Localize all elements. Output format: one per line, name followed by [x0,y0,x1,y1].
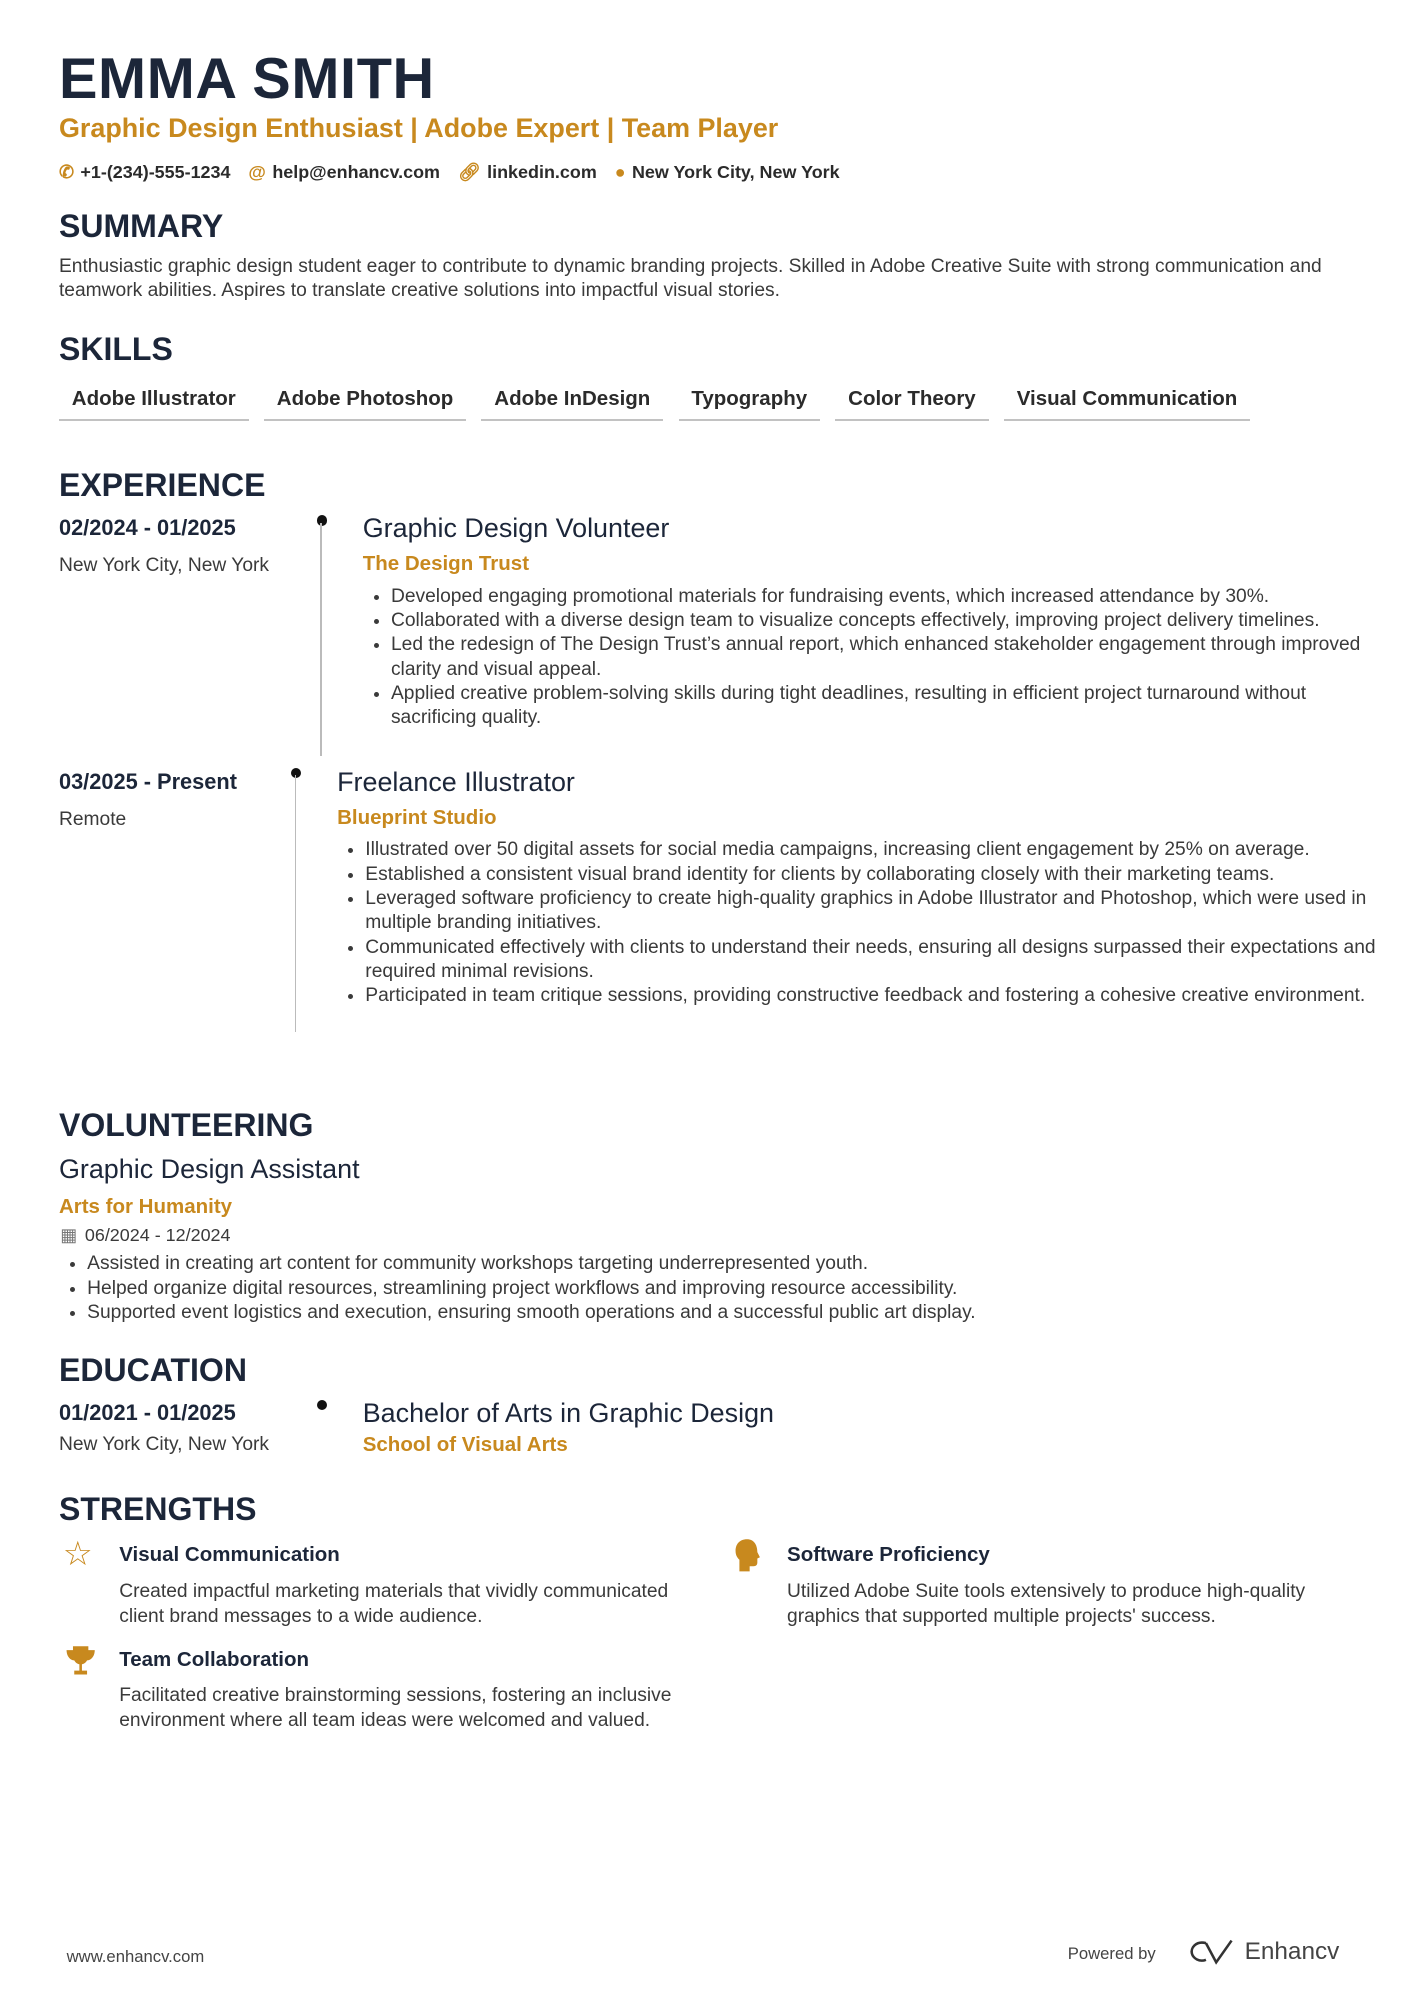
education-location: New York City, New York [58,1434,270,1456]
job-dates: 02/2024 - 01/2025 [58,515,236,541]
bullet: • Illustrated over 50 digital assets for social media campaigns, increasing client engagement by 25% on average. [365,838,1378,862]
link-icon: 🔗︎ [457,161,481,182]
bullet: • Assisted in creating art content for community workshops targeting underrepresented youth. [87,1252,1369,1276]
strengths-heading: STRENGTHS [58,1490,257,1527]
bullet: • Applied creative problem-solving skills during tight deadlines, resulting in efficient project turnaround without sacrificing quality. [391,682,1391,731]
candidate-name: EMMA SMITH [58,47,435,112]
skills-list [59,385,1250,421]
bullet: • Led the redesign of The Design Trust’s annual report, which enhanced stakeholder engagement through improved clarity and visual appeal. [391,633,1391,682]
summary-heading: SUMMARY [58,207,224,244]
bullet: • Helped organize digital resources, streamlining project workflows and improving resource accessibility. [87,1277,1369,1301]
volunteer-role: Graphic Design Assistant [58,1153,360,1184]
volunteer-dates: 06/2024 - 12/2024 [84,1225,231,1246]
enhancv-logo-icon [1188,1938,1237,1966]
timeline-line [295,775,296,1031]
powered-by: Powered by [1067,1944,1156,1964]
contact-location: ● New York City, New York [614,161,840,182]
job-location: Remote [58,808,127,830]
timeline-dot [317,1400,327,1410]
strength-title: Software Proficiency [787,1543,990,1567]
skill-tag: Typography [679,385,820,421]
bullet: • Communicated effectively with clients to understand their needs, ensuring all designs surpassed their expectations and required minimal revisions. [365,936,1378,985]
job-company: The Design Trust [362,552,530,576]
trophy-icon [64,1645,97,1681]
location-icon: ● [614,161,626,182]
candidate-title: Graphic Design Enthusiast | Adobe Expert | Team Player [58,112,779,143]
strength-text: Utilized Adobe Suite tools extensively to produce high-quality graphics that supported multiple projects' success. [787,1581,1306,1627]
bullet: • Leveraged software proficiency to create high-quality graphics in Adobe Illustrator and Photoshop, which were used in multiple branding initiatives. [365,887,1378,936]
phone-icon: ✆ [58,161,74,182]
job-role: Graphic Design Volunteer [362,512,670,543]
contact-linkedin[interactable]: 🔗︎ linkedin.com [457,161,597,182]
job-location: New York City, New York [58,555,270,577]
enhancv-brand: Enhancv [1244,1938,1340,1966]
strength-text: Facilitated creative brainstorming sessions, fostering an inclusive environment where all team ideas were welcomed and valued. [119,1685,672,1731]
calendar-icon: ▦ [60,1225,78,1246]
school: School of Visual Arts [362,1433,568,1457]
bullet: • Collaborated with a diverse design team to visualize concepts effectively, improving project delivery timelines. [391,609,1391,633]
footer-website[interactable]: www.enhancv.com [66,1947,205,1967]
enhancv-logo[interactable] [1188,1938,1339,1966]
job-company: Blueprint Studio [337,806,497,830]
degree: Bachelor of Arts in Graphic Design [362,1398,775,1429]
timeline-dot [317,515,327,525]
job-bullets [340,838,1378,1009]
job-dates: 03/2025 - Present [58,769,237,795]
skill-tag: Adobe Illustrator [59,385,249,421]
education-heading: EDUCATION [58,1352,247,1389]
experience-heading: EXPERIENCE [58,466,266,503]
star-icon: ☆ [62,1535,93,1573]
contact-bar [59,162,840,183]
bullet: • Supported event logistics and execution, ensuring smooth operations and a successful public art display. [87,1301,1369,1325]
at-icon: @ [248,161,266,182]
head-icon [733,1538,761,1574]
education-dates: 01/2021 - 01/2025 [58,1399,236,1425]
strength-text: Created impactful marketing materials that vividly communicated client brand messages to a wide audience. [119,1581,669,1627]
bullet: • Participated in team critique sessions, providing constructive feedback and fostering a cohesive creative environment. [365,984,1378,1008]
volunteering-heading: VOLUNTEERING [58,1107,314,1144]
skill-tag: Color Theory [835,385,988,421]
job-role: Freelance Illustrator [337,766,575,797]
bullet: • Established a consistent visual brand identity for clients by collaborating closely with their marketing teams. [365,863,1378,887]
contact-email[interactable]: @ help@enhancv.com [248,161,440,182]
skill-tag: Adobe InDesign [481,385,663,421]
skill-tag: Adobe Photoshop [264,385,466,421]
strength-title: Team Collaboration [119,1648,310,1672]
volunteer-dates-row [60,1225,230,1246]
contact-phone[interactable]: ✆ +1-(234)-555-1234 [58,161,231,182]
timeline-line [320,523,321,756]
skills-heading: SKILLS [58,330,173,367]
volunteer-org: Arts for Humanity [58,1194,233,1218]
job-bullets [365,585,1390,731]
summary-text: Enthusiastic graphic design student eager to contribute to dynamic branding projects. Skilled in Adobe Creative Suite with strong communication and teamwork abilities. Aspires to translate creative solutions into impactful visual stories. [58,256,1322,302]
strength-title: Visual Communication [119,1543,340,1567]
volunteer-bullets [62,1252,1369,1325]
skill-tag: Visual Communication [1004,385,1250,421]
bullet: • Developed engaging promotional materials for fundraising events, which increased attendance by 30%. [391,585,1391,609]
